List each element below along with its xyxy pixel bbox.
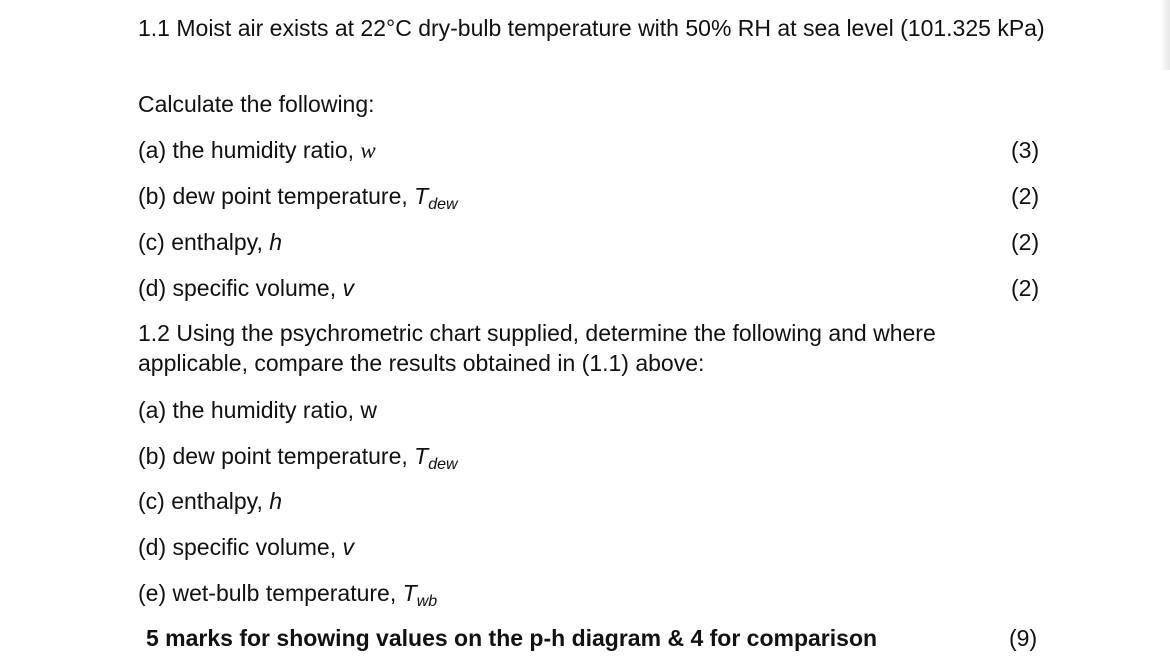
- item-symbol: T: [414, 183, 429, 209]
- item-text: (c) enthalpy,: [138, 229, 270, 255]
- item-symbol: T: [402, 580, 417, 606]
- q1-1-item-d-marks: (2): [1011, 275, 1040, 301]
- item-subscript: dew: [428, 456, 458, 473]
- q1-2-statement: 1.2 Using the psychrometric chart supplied, determine the following and where applicable, compare the results obtained in (1.1) above:: [138, 320, 936, 376]
- q1-1-item-b-marks: (2): [1011, 183, 1040, 209]
- q1-2-item-e: [138, 578, 437, 608]
- q1-1-item-a-marks: (3): [1011, 137, 1040, 163]
- item-subscript: wb: [416, 593, 438, 610]
- q1-2-marks-note: 5 marks for showing values on the p-h diagram & 4 for comparison: [146, 625, 878, 651]
- item-text: (d) specific volume,: [138, 275, 343, 301]
- q1-1-item-c-marks: (2): [1011, 229, 1040, 255]
- q1-1-instruction: Calculate the following:: [138, 91, 375, 117]
- item-symbol: v: [342, 534, 355, 560]
- item-text: (b) dew point temperature,: [138, 183, 415, 209]
- item-text: (a) the humidity ratio, w: [138, 397, 378, 423]
- q1-2-item-b: [138, 441, 458, 471]
- item-subscript: dew: [428, 196, 458, 213]
- q1-1-statement: 1.1 Moist air exists at 22°C dry-bulb temperature with 50% RH at sea level (101.325 kPa): [138, 15, 1045, 41]
- q1-1-item-c: [138, 227, 282, 257]
- q1-2-item-c: [138, 486, 282, 516]
- q1-2-item-a: [138, 395, 377, 425]
- q1-1-item-b: [138, 181, 458, 211]
- item-text: (d) specific volume,: [138, 534, 343, 560]
- q1-2-total-marks: (9): [1009, 625, 1038, 651]
- item-symbol: h: [269, 488, 283, 514]
- q1-2-item-d: [138, 532, 354, 562]
- item-symbol: T: [414, 443, 429, 469]
- item-text: (a) the humidity ratio,: [138, 137, 361, 163]
- item-symbol: h: [269, 229, 283, 255]
- q1-1-item-a: [138, 135, 376, 165]
- item-text: (b) dew point temperature,: [138, 443, 415, 469]
- item-symbol: v: [342, 275, 355, 301]
- item-text: (e) wet-bulb temperature,: [138, 580, 403, 606]
- item-text: (c) enthalpy,: [138, 488, 270, 514]
- item-symbol: w: [360, 138, 376, 163]
- page-edge-shadow: [1160, 0, 1170, 70]
- q1-1-item-d: [138, 273, 354, 303]
